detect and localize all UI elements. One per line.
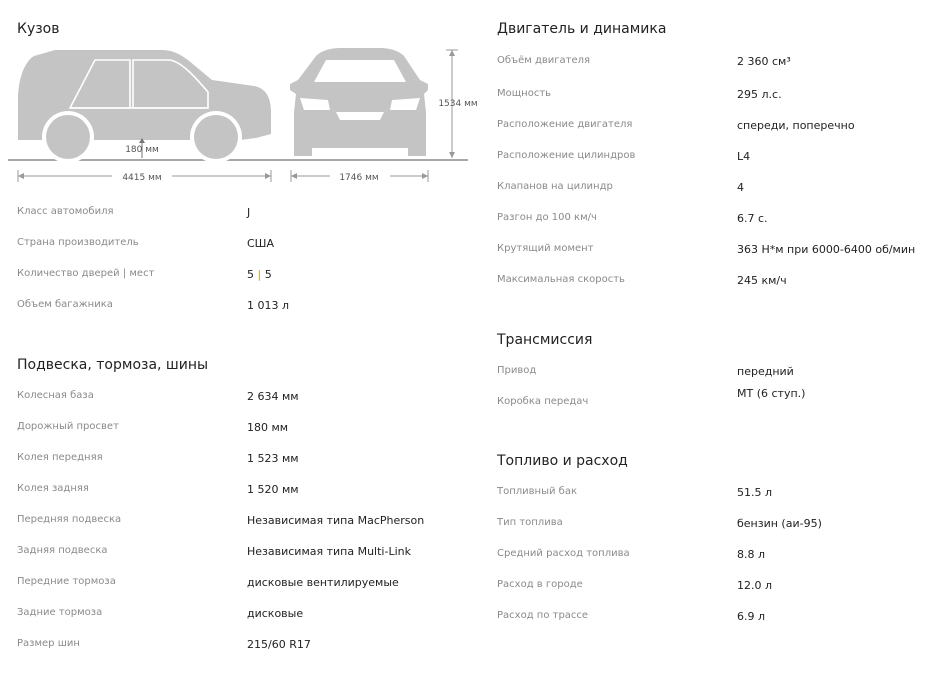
spec-label: Дорожный просвет <box>17 421 119 432</box>
spec-row <box>497 119 937 139</box>
car-front-icon <box>290 48 428 156</box>
spec-label: Расположение цилиндров <box>497 150 636 161</box>
spec-label: Мощность <box>497 88 552 99</box>
spec-value: 180 мм <box>247 421 289 434</box>
spec-label: Максимальная скорость <box>497 274 625 285</box>
spec-row <box>497 387 937 416</box>
spec-label: Колея передняя <box>17 452 103 463</box>
spec-row <box>497 150 937 170</box>
body-section-title: Кузов <box>17 21 60 37</box>
spec-row <box>17 483 477 503</box>
spec-row <box>17 545 477 565</box>
spec-label: Колея задняя <box>17 483 89 494</box>
spec-value: 1 520 мм <box>247 483 299 496</box>
spec-value: 8.8 л <box>737 548 766 561</box>
spec-value: дисковые вентилируемые <box>247 576 399 589</box>
spec-row <box>17 452 477 472</box>
spec-row <box>17 607 477 627</box>
spec-label: Задняя подвеска <box>17 545 108 556</box>
spec-label: Клапанов на цилиндр <box>497 181 613 192</box>
suspension-section-title: Подвеска, тормоза, шины <box>17 357 209 373</box>
spec-row <box>497 579 937 599</box>
spec-value: 1 523 мм <box>247 452 299 465</box>
spec-row <box>17 576 477 596</box>
spec-value: J <box>247 206 251 219</box>
height-label: 1534 мм <box>438 99 478 109</box>
spec-row <box>497 88 937 108</box>
spec-row <box>497 365 937 385</box>
spec-value: 295 л.с. <box>737 88 782 101</box>
spec-value: Независимая типа Multi-Link <box>247 545 411 558</box>
length-label: 4415 мм <box>122 173 162 183</box>
spec-row <box>497 55 937 75</box>
spec-value: 1 013 л <box>247 299 290 312</box>
spec-row <box>497 181 937 201</box>
doors-value: 5 <box>247 268 254 281</box>
doors-seats-separator: | <box>257 268 262 281</box>
spec-label: Привод <box>497 365 537 376</box>
car-dimensions-figure <box>0 0 480 190</box>
spec-value: 245 км/ч <box>737 274 787 287</box>
spec-row <box>17 514 477 534</box>
spec-value: 6.7 с. <box>737 212 768 225</box>
spec-value: 363 Н*м при 6000-6400 об/мин <box>737 243 916 256</box>
spec-label: Передние тормоза <box>17 576 116 587</box>
spec-value: МТ (6 ступ.) <box>737 387 806 400</box>
spec-row <box>497 548 937 568</box>
spec-row <box>17 390 477 410</box>
spec-row <box>17 237 477 257</box>
spec-row <box>497 274 937 294</box>
spec-label: Передняя подвеска <box>17 514 122 525</box>
spec-row <box>17 299 477 319</box>
spec-value: Независимая типа MacPherson <box>247 514 425 527</box>
spec-label: Объём двигателя <box>497 55 591 66</box>
spec-value: 2 360 см³ <box>737 55 791 68</box>
spec-value: L4 <box>737 150 751 163</box>
spec-label: Топливный бак <box>497 486 577 497</box>
spec-row <box>497 243 937 263</box>
spec-label: Расход в городе <box>497 579 583 590</box>
spec-row <box>17 206 477 226</box>
spec-value: 4 <box>737 181 744 194</box>
spec-row <box>497 517 937 537</box>
spec-value: 12.0 л <box>737 579 773 592</box>
width-label: 1746 мм <box>339 173 379 183</box>
spec-row <box>497 486 937 506</box>
spec-label: Коробка передач <box>497 396 589 407</box>
transmission-section-title: Трансмиссия <box>497 332 593 348</box>
spec-label: Средний расход топлива <box>497 548 630 559</box>
spec-row <box>17 638 477 658</box>
spec-value: дисковые <box>247 607 304 620</box>
spec-value: 6.9 л <box>737 610 766 623</box>
spec-label: Объем багажника <box>17 299 113 310</box>
spec-label: Страна производитель <box>17 237 139 248</box>
spec-label: Расход по трассе <box>497 610 589 621</box>
spec-value: 215/60 R17 <box>247 638 311 651</box>
spec-row <box>17 421 477 441</box>
spec-row <box>17 268 477 288</box>
spec-value: США <box>247 237 274 250</box>
spec-row <box>497 212 937 232</box>
spec-label: Количество дверей | мест <box>17 268 155 279</box>
spec-label: Расположение двигателя <box>497 119 633 130</box>
spec-value: 2 634 мм <box>247 390 299 403</box>
spec-label: Крутящий момент <box>497 243 594 254</box>
spec-row <box>497 610 937 630</box>
spec-label: Класс автомобиля <box>17 206 114 217</box>
spec-label: Разгон до 100 км/ч <box>497 212 597 223</box>
spec-value: передний <box>737 365 794 378</box>
spec-label: Колесная база <box>17 390 94 401</box>
fuel-section-title: Топливо и расход <box>497 453 628 469</box>
seats-value: 5 <box>264 268 272 281</box>
clearance-label: 180 мм <box>125 145 159 155</box>
spec-value: 51.5 л <box>737 486 773 499</box>
engine-section-title: Двигатель и динамика <box>497 21 667 37</box>
spec-value: бензин (аи-95) <box>737 517 822 530</box>
spec-label: Размер шин <box>17 638 80 649</box>
spec-label: Задние тормоза <box>17 607 103 618</box>
spec-value: спереди, поперечно <box>737 119 855 132</box>
spec-label: Тип топлива <box>497 517 563 528</box>
spec-value <box>247 268 272 281</box>
